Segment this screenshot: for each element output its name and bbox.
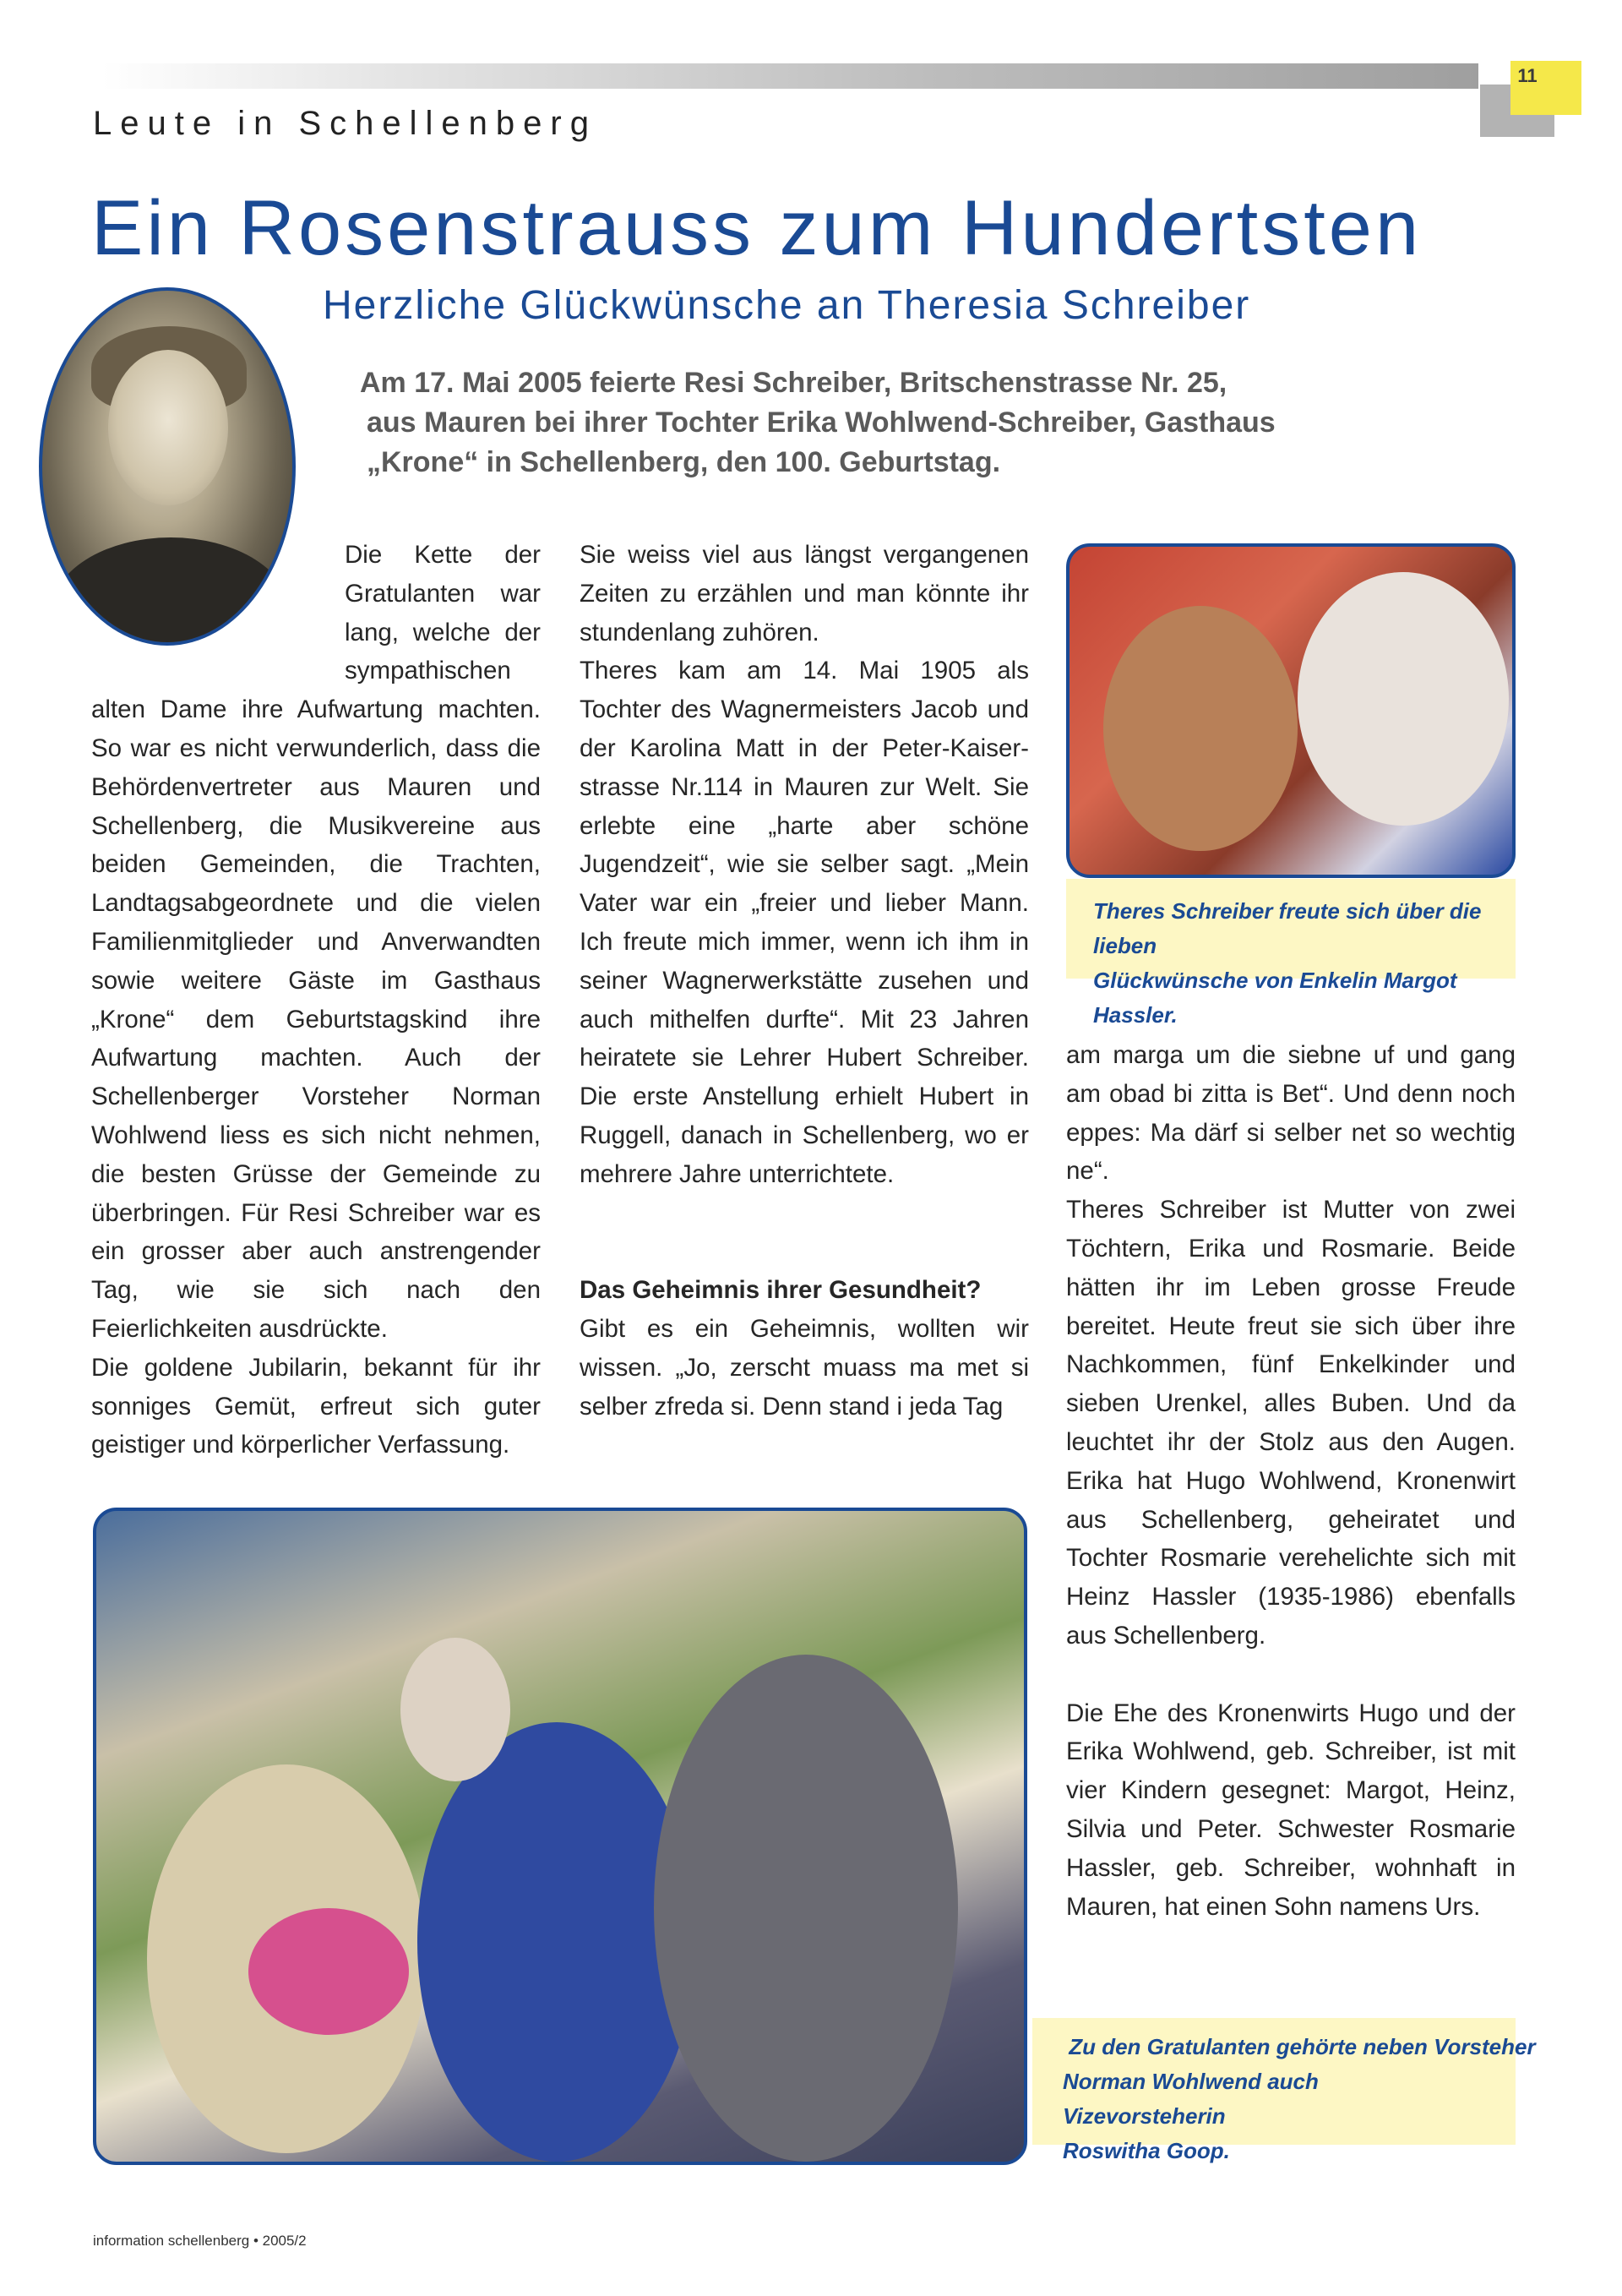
caption-line: Roswitha Goop.: [1063, 2138, 1230, 2163]
body-paragraph: Theres kam am 14. Mai 1905 als Tochter des Wagnermeisters Jacob und der Karolina Matt in der Peter-Kaiser-strasse Nr.114 in Mauren zur Welt. Sie erlebte eine „harte aber schöne Jugendzeit“, wie sie selber sagt. „Mein Vater war ein „freier und lieber Mann. Ich freute mich immer, wenn ich ihm in seiner Wagnerwerkstätte zusehen und auch mithelfen durfte“. Mit 23 Jahren heiratete sie Lehrer Hubert Schreiber. Die erste Anstellung erhielt Hubert in Ruggell, danach in Schellenberg, wo er mehrere Jahre unterrichtete.: [580, 657, 1029, 1188]
photo-granddaughter: [1066, 543, 1516, 878]
body-paragraph: Die Ehe des Kronenwirts Hugo und der Erika Wohlwend, geb. Schreiber, ist mit vier Kindern gesegnet: Margot, Heinz, Silvia und Peter. Schwester Rosmarie Hassler, geb. Schreiber, wohnhaft in Mauren, hat einen Sohn namens Urs.: [1066, 1699, 1516, 1921]
photo-person: [654, 1655, 958, 2162]
photo-caption: [1032, 2018, 1536, 2163]
article-title: Ein Rosenstrauss zum Hundertsten: [91, 185, 1423, 271]
caption-line: Norman Wohlwend auch Vizevorsteherin: [1063, 2069, 1319, 2129]
caption-line: Glückwünsche von Enkelin Margot Hassler.: [1093, 968, 1457, 1028]
photo-person: [1298, 572, 1509, 826]
spacer: [580, 1232, 1029, 1271]
column-1: [91, 536, 541, 1464]
body-paragraph: Die Kette der Gratulanten war lang, welche der sympathischen alten Dame ihre Aufwartung machten. So war es nicht verwunderlich, dass die Behördenvertreter aus Mauren und Schellenberg, die Musikvereine aus beiden Gemeinden, die Trachten, Landtagsabgeordnete und die vielen Familienmitglieder und Anverwandten sowie weitere Gäste im Gasthaus „Krone“ dem Geburtstagskind ihre Aufwartung machten. Auch der Schellenberger Vorsteher Norman Wohlwend liess es sich nicht nehmen, die besten Grüsse der Gemeinde zu überbringen. Für Resi Schreiber war es ein grosser aber auch anstrengender Tag, wie sie sich nach den Feierlichkeiten ausdrückte.: [91, 541, 541, 1343]
photo-person: [400, 1638, 510, 1781]
spacer: [1066, 1655, 1516, 1694]
section-heading: Das Geheimnis ihrer Gesundheit?: [580, 1276, 982, 1305]
body-paragraph: Theres Schreiber ist Mutter von zwei Töchtern, Erika und Rosmarie. Beide hätten ihr im Leben grosse Freude bereitet. Heute freut sie sich über ihre Nachkommen, fünf Enkelkinder und sieben Urenkel, alles Buben. Und da leuchtet ihr der Stolz aus den Augen. Erika hat Hugo Wohlwend, Kronenwirt aus Schellenberg, geheiratet und Tochter Rosmarie verehelichte sich mit Heinz Hassler (1935-1986) ebenfalls aus Schellenberg.: [1066, 1196, 1516, 1650]
lead-paragraph: [360, 363, 1399, 483]
body-paragraph: am marga um die siebne uf und gang am obad bi zitta is Bet“. Und denn noch eppes: Ma därf si selber net so wechtig ne“.: [1066, 1041, 1516, 1186]
lead-line: „Krone“ in Schellenberg, den 100. Geburtstag.: [367, 446, 1001, 478]
footer-text: information schellenberg • 2005/2: [93, 2233, 307, 2249]
portrait-wrap-space: [91, 536, 345, 681]
caption-line: Zu den Gratulanten gehörte neben Vorsteher: [1063, 2034, 1536, 2059]
portrait-face: [108, 350, 228, 505]
photo-person: [1103, 606, 1298, 851]
page-number: 11: [1517, 65, 1538, 86]
article-subtitle: Herzliche Glückwünsche an Theresia Schreiber: [323, 283, 1251, 328]
photo-person: [417, 1722, 696, 2162]
header-bar: [101, 63, 1478, 89]
caption-line: Theres Schreiber freute sich über die lieben: [1093, 898, 1482, 958]
lead-line: Am 17. Mai 2005 feierte Resi Schreiber, Britschenstrasse Nr. 25,: [360, 367, 1227, 399]
body-paragraph: Gibt es ein Geheimnis, wollten wir wissen. „Jo, zerscht muass ma met si selber zfreda si. Denn stand i jeda Tag: [580, 1314, 1029, 1421]
lead-line: aus Mauren bei ihrer Tochter Erika Wohlwend-Schreiber, Gasthaus: [367, 406, 1276, 439]
section-title: Leute in Schellenberg: [93, 105, 597, 142]
column-2: [580, 536, 1029, 1426]
spacer: [580, 1194, 1029, 1233]
photo-caption: [1066, 879, 1516, 1028]
body-paragraph: Sie weiss viel aus längst vergangenen Zeiten zu erzählen und man könnte ihr stundenlang zuhören.: [580, 541, 1029, 646]
photo-flowers: [248, 1908, 409, 2035]
photo-gratulants: [93, 1508, 1027, 2165]
body-paragraph: Die goldene Jubilarin, bekannt für ihr sonniges Gemüt, erfreut sich guter geistiger und körperlicher Verfassung.: [91, 1353, 541, 1459]
column-3: [1066, 1036, 1516, 1926]
